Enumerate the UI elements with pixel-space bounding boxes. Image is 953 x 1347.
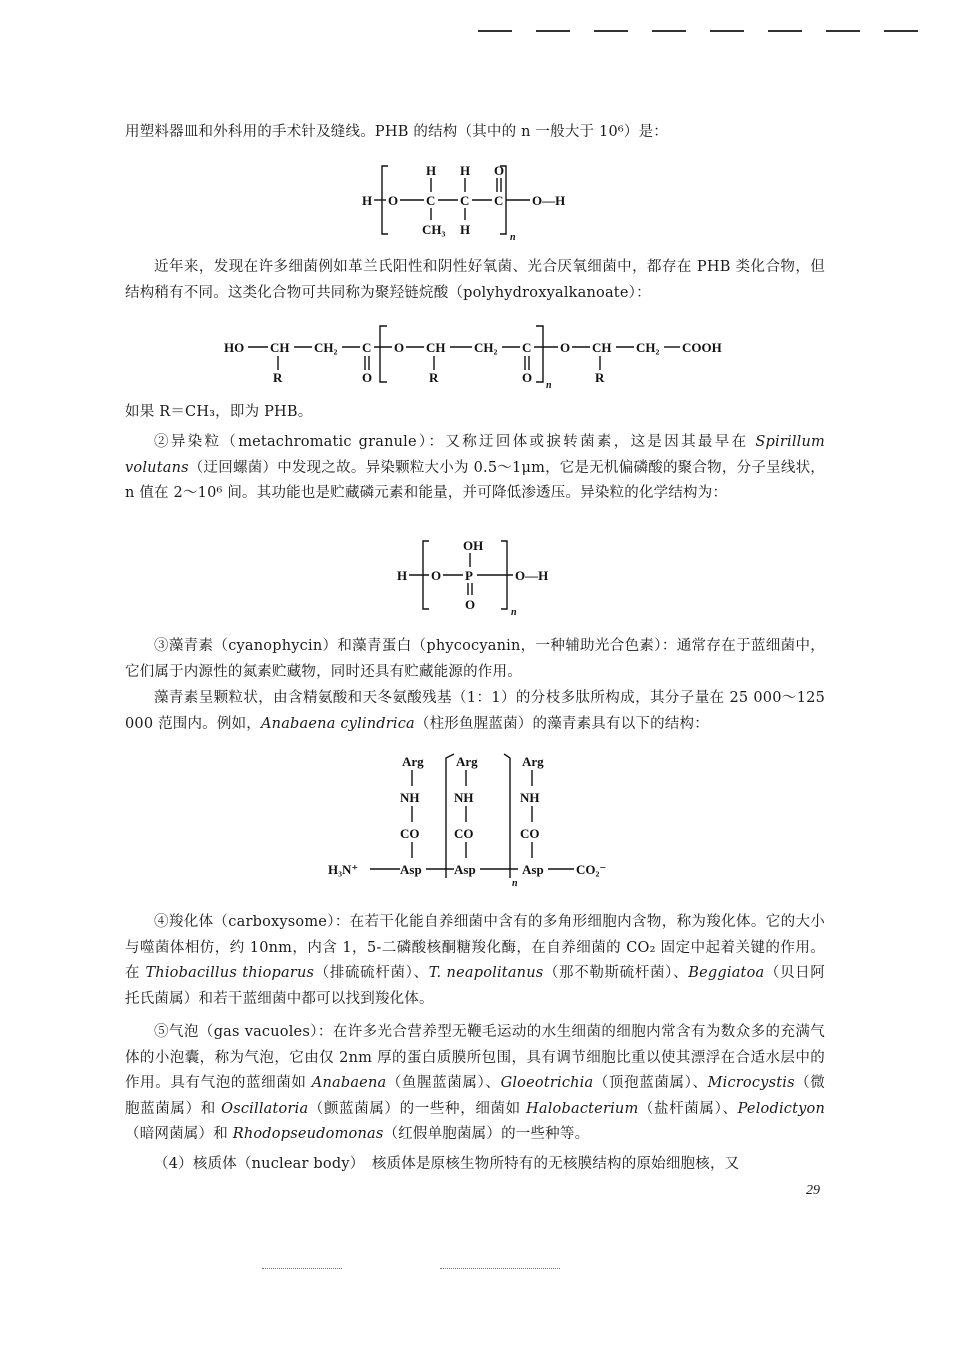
svg-text:C: C <box>426 193 436 208</box>
svg-text:HO: HO <box>224 340 245 355</box>
svg-text:P: P <box>465 568 473 583</box>
svg-text:H: H <box>426 163 437 178</box>
svg-text:O—H: O—H <box>515 568 549 583</box>
svg-text:n: n <box>512 878 518 888</box>
phb-structure-formula <box>360 160 590 240</box>
svg-text:R: R <box>429 370 439 385</box>
svg-text:C: C <box>362 340 372 355</box>
svg-text:O: O <box>560 340 571 355</box>
svg-text:Asp: Asp <box>454 862 476 877</box>
svg-text:CH: CH <box>592 340 612 355</box>
svg-text:NH: NH <box>454 790 474 805</box>
paragraph-cyanophycin: ③藻青素（cyanophycin）和藻青蛋白（phycocyanin，一种辅助光合色素）：通常存在于蓝细菌中，它们属于内源性的氮素贮藏物，同时还具有贮藏能源的作用。 <box>125 638 825 680</box>
svg-text:C: C <box>522 340 532 355</box>
svg-text:H: H <box>397 568 408 583</box>
svg-text:H: H <box>460 222 471 237</box>
svg-text:O—H: O—H <box>532 193 566 208</box>
pha-structure-formula <box>222 320 742 390</box>
paragraph-cyanophycin-structure: 藻青素呈颗粒状，由含精氨酸和天冬氨酸残基（1：1）的分枝多肽所构成，其分子量在 25 000～125 000 范围内。例如，Anabaena cylindrica（柱形鱼腥蓝菌）的藻青素具有以下的结构： <box>125 690 825 732</box>
svg-text:CH₃: CH₃ <box>422 222 446 237</box>
svg-text:O: O <box>362 370 373 385</box>
svg-text:n: n <box>546 380 552 390</box>
svg-text:H: H <box>460 163 471 178</box>
paragraph-pha-intro: 近年来，发现在许多细菌例如革兰氏阳性和阴性好氧菌、光合厌氧细菌中，都存在 PHB 类化合物，但结构稍有不同。这类化合物可共同称为聚羟链烷酸（polyhydroxyalkanoate）： <box>125 259 825 301</box>
svg-text:H₃N⁺: H₃N⁺ <box>328 862 359 877</box>
svg-text:R: R <box>273 370 283 385</box>
svg-text:NH: NH <box>400 790 420 805</box>
svg-text:CH₂: CH₂ <box>314 340 338 355</box>
svg-text:O: O <box>494 163 505 178</box>
bottom-scan-artifact <box>262 1268 342 1270</box>
svg-text:CO: CO <box>400 826 420 841</box>
cyanophycin-structure-formula <box>326 748 626 888</box>
svg-text:Asp: Asp <box>400 862 422 877</box>
bottom-scan-artifact <box>440 1268 560 1270</box>
page-number: 29 <box>806 1183 820 1198</box>
svg-text:CH₂: CH₂ <box>474 340 498 355</box>
polyphosphate-structure-formula <box>393 535 563 615</box>
svg-text:H: H <box>362 193 373 208</box>
svg-text:CO: CO <box>520 826 540 841</box>
paragraph-nuclear-body: （4）核质体（nuclear body） 核质体是原核生物所特有的无核膜结构的原始细胞核，又 <box>154 1156 740 1172</box>
svg-text:Arg: Arg <box>456 754 478 769</box>
svg-text:n: n <box>511 607 517 615</box>
paragraph-metachromatic: ②异染粒（metachromatic granule）：又称迂回体或捩转菌素，这是因其最早在 Spirillum volutans（迂回螺菌）中发现之故。异染颗粒大小为 0.5～1μm，它是无机偏磷酸的聚合物，分子呈线状，n 值在 2～10⁶ 间。其功能也是贮藏磷元素和能量，并可降低渗透压。异染粒的化学结构为： <box>125 434 825 501</box>
svg-text:C: C <box>460 193 470 208</box>
paragraph-carboxysome: ④羧化体（carboxysome）：在若干化能自养细菌中含有的多角形细胞内含物，称为羧化体。它的大小与噬菌体相仿，约 10nm，内含 1，5-二磷酸核酮糖羧化酶，在自养细菌的 CO₂ 固定中起着关键的作用。在 Thiobacillus thioparus（排硫硫杆菌）、T. neapolitanus（那不勒斯硫杆菌）、Beggiatoa（贝日阿托氏菌属）和若干蓝细菌中都可以找到羧化体。 <box>125 914 826 1007</box>
svg-text:Asp: Asp <box>522 862 544 877</box>
svg-text:Arg: Arg <box>402 754 424 769</box>
svg-text:C: C <box>494 193 504 208</box>
svg-text:O: O <box>394 340 405 355</box>
svg-text:CH: CH <box>426 340 446 355</box>
svg-text:R: R <box>595 370 605 385</box>
svg-text:NH: NH <box>520 790 540 805</box>
svg-text:n: n <box>510 232 516 240</box>
svg-text:OH: OH <box>463 538 484 553</box>
paragraph-r-note: 如果 R＝CH₃，即为 PHB。 <box>125 404 313 420</box>
svg-text:COOH: COOH <box>682 340 722 355</box>
svg-text:CH₂: CH₂ <box>636 340 660 355</box>
svg-text:O: O <box>465 597 476 612</box>
paragraph-gas-vacuoles: ⑤气泡（gas vacuoles）：在许多光合营养型无鞭毛运动的水生细菌的细胞内常含有为数众多的充满气体的小泡囊，称为气泡，它由仅 2nm 厚的蛋白质膜所包围，具有调节细胞比重以使其漂浮在合适水层中的作用。具有气泡的蓝细菌如 Anabaena（鱼腥蓝菌属）、Gloeotrichia（顶孢蓝菌属）、Microcystis（微胞蓝菌属）和 Oscillatoria（颤蓝菌属）的一些种，细菌如 Halobacterium（盐杆菌属）、Pelodictyon（暗网菌属）和 Rhodopseudomonas（红假单胞菌属）的一些种等。 <box>125 1024 825 1142</box>
svg-text:O: O <box>431 568 442 583</box>
svg-text:CO: CO <box>454 826 474 841</box>
svg-text:Arg: Arg <box>522 754 544 769</box>
svg-text:O: O <box>522 370 533 385</box>
svg-text:CO₂⁻: CO₂⁻ <box>576 862 607 877</box>
paragraph-phb-intro: 用塑料器皿和外科用的手术针及缝线。PHB 的结构（其中的 n 一般大于 10⁶）是： <box>125 124 668 140</box>
svg-text:O: O <box>388 193 399 208</box>
header-rule <box>478 30 918 32</box>
svg-text:CH: CH <box>270 340 290 355</box>
